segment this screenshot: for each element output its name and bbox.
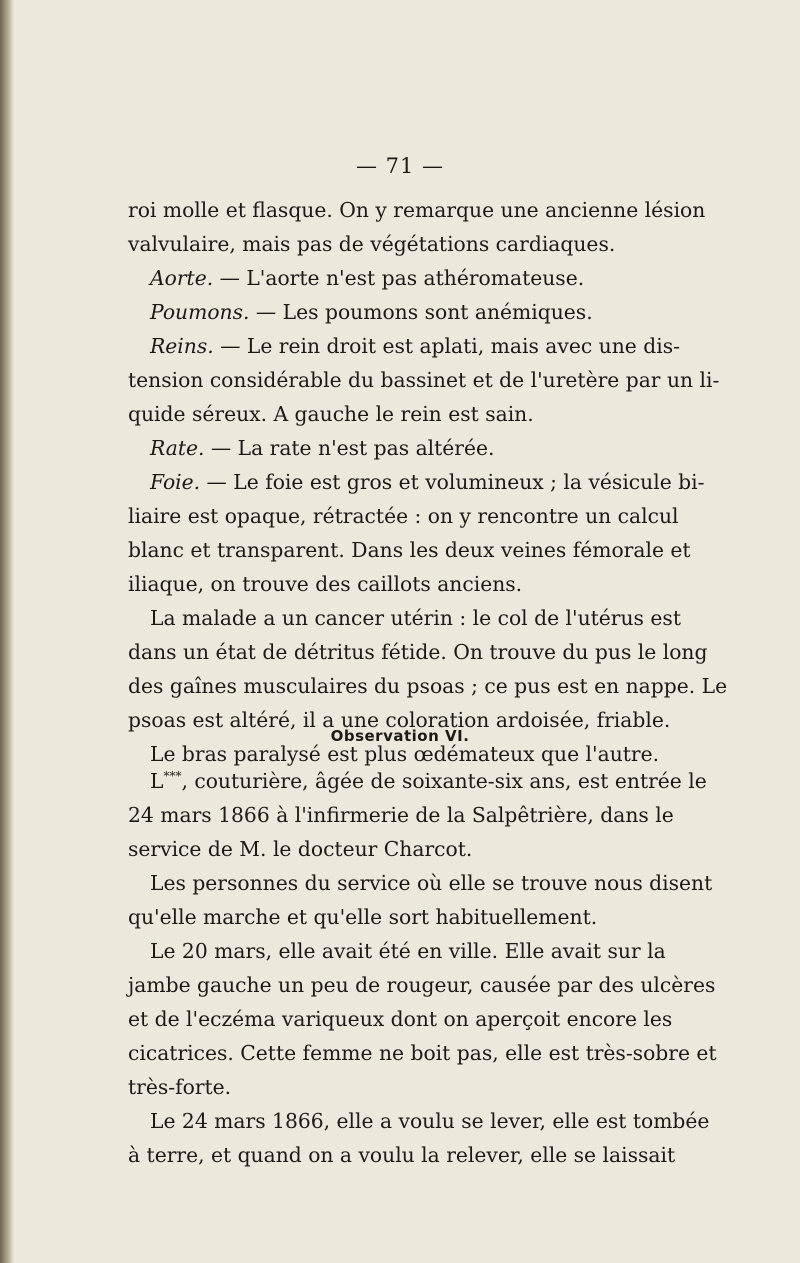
line-text: quide séreux. A gauche le rein est sain. [128,402,534,426]
text-line [128,533,691,567]
text-line [128,1036,717,1070]
paragraph-lead-term: Rate. [150,436,205,460]
text-line [128,567,648,601]
line-text: iliaque, on trouve des caillots anciens. [128,572,523,596]
paragraph-lead-term: Reins. [150,334,214,358]
line-text: liaire est opaque, rétractée : on y rencontre un calcul [128,504,679,528]
body-text-section-1 [128,193,728,771]
text-line [128,363,720,397]
text-line [128,295,648,329]
text-line [128,669,728,703]
text-line [128,499,679,533]
line-text: des gaînes musculaires du psoas ; ce pus est en nappe. Le [128,674,728,698]
line-text: — Le foie est gros et volumineux ; la vésicule bi- [200,470,705,494]
text-line [128,431,648,465]
line-text: 24 mars 1866 à l'infirmerie de la Salpêtrière, dans le [128,803,674,827]
text-line [128,1104,710,1138]
line-text-rest: , couturière, âgée de soixante-six ans, est entrée le [181,769,707,793]
observation-heading: Observation VI. [330,727,470,745]
line-text: — Le rein droit est aplati, mais avec une dis- [213,334,680,358]
body-text-section-2 [128,764,717,1172]
line-text: Le bras paralysé est plus œdémateux que l'autre. [150,742,660,766]
line-text: roi molle et flasque. On y remarque une ancienne lésion [128,198,706,222]
paragraph-lead-term: Foie. [150,470,201,494]
text-line [128,832,648,866]
text-line [128,601,681,635]
line-text: Le 20 mars, elle avait été en ville. Elle avait sur la [150,939,666,963]
text-line [128,193,706,227]
line-text: très-forte. [128,1075,232,1099]
line-text: dans un état de détritus fétide. On trouve du pus le long [128,640,708,664]
text-line [128,329,680,363]
paragraph-lead-term: Poumons. [150,300,250,324]
line-text: valvulaire, mais pas de végétations cardiaques. [128,232,616,256]
line-text: Les personnes du service où elle se trouve nous disent [150,871,713,895]
page-binding-edge [0,0,14,1263]
line-text: Le 24 mars 1866, elle a voulu se lever, elle est tombée [150,1109,710,1133]
text-line [128,1138,676,1172]
line-text: — L'aorte n'est pas athéromateuse. [213,266,585,290]
text-line [128,764,707,798]
text-line [128,1070,648,1104]
line-text: cicatrices. Cette femme ne boit pas, elle est très-sobre et [128,1041,717,1065]
page-number: — 71 — [355,154,445,178]
line-text: — Les poumons sont anémiques. [249,300,593,324]
name-abbreviation-mark: *** [163,769,182,783]
text-line [128,900,648,934]
paragraph-lead-term: Aorte. [150,266,214,290]
text-line [128,261,648,295]
line-text: psoas est altéré, il a une coloration ardoisée, friable. [128,708,671,732]
line-text: service de M. le docteur Charcot. [128,837,473,861]
line-text: La malade a un cancer utérin : le col de l'utérus est [150,606,681,630]
line-text: à terre, et quand on a voulu la relever, elle se laissait [128,1143,676,1167]
line-text: — La rate n'est pas altérée. [204,436,495,460]
text-line [128,968,716,1002]
line-text: tension considérable du bassinet et de l'uretère par un li- [128,368,720,392]
line-text: blanc et transparent. Dans les deux veines fémorale et [128,538,691,562]
text-line [128,465,705,499]
text-line [128,397,648,431]
line-text: L [150,769,164,793]
text-line [128,1002,673,1036]
text-line [128,798,674,832]
text-line [128,934,666,968]
text-line [128,635,708,669]
line-text: et de l'eczéma variqueux dont on aperçoit encore les [128,1007,673,1031]
line-text: qu'elle marche et qu'elle sort habituellement. [128,905,598,929]
text-line [128,227,648,261]
text-line [128,866,713,900]
line-text: jambe gauche un peu de rougeur, causée par des ulcères [128,973,716,997]
